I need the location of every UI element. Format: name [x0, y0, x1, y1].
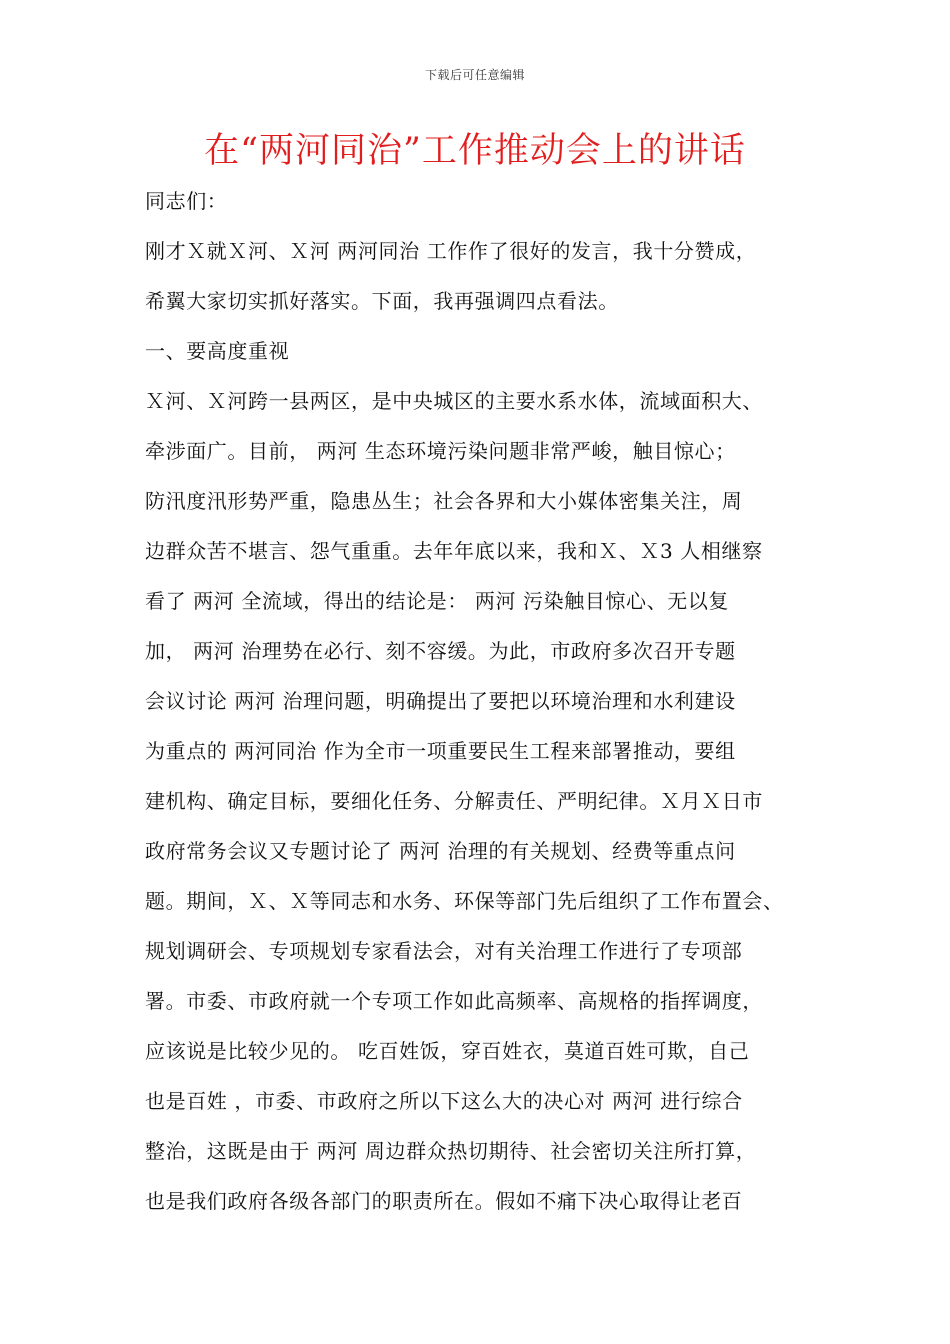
paragraph-line: 建机构、确定目标，要细化任务、分解责任、严明纪律。Ｘ月Ｘ日市: [145, 789, 763, 813]
paragraph-line: 边群众苦不堪言、怨气重重。去年年底以来，我和Ｘ、Ｘ3 人相继察: [145, 539, 763, 563]
paragraph-line: 应该说是比较少见的。 吃百姓饭，穿百姓衣，莫道百姓可欺，自己: [145, 1039, 750, 1063]
paragraph-line: 政府常务会议又专题讨论了 两河 治理的有关规划、经费等重点问: [145, 839, 736, 863]
paragraph-line: 会议讨论 两河 治理问题，明确提出了要把以环境治理和水利建设: [145, 689, 736, 713]
paragraph-line: 也是百姓 ，市委、市政府之所以下这么大的决心对 两河 进行综合: [145, 1089, 743, 1113]
paragraph-line: 也是我们政府各级各部门的职责所在。假如不痛下决心取得让老百: [145, 1189, 743, 1213]
paragraph-line: 刚才Ｘ就Ｘ河、Ｘ河 两河同治 工作作了很好的发言，我十分赞成，: [145, 239, 757, 263]
paragraph-line: 防汛度汛形势严重，隐患丛生；社会各界和大小媒体密集关注，周: [145, 489, 743, 513]
paragraph-line: 希翼大家切实抓好落实。下面，我再强调四点看法。: [145, 289, 619, 313]
paragraph-line: 题。期间，Ｘ、Ｘ等同志和水务、环保等部门先后组织了工作布置会、: [145, 889, 784, 913]
paragraph-line: 整治，这既是由于 两河 周边群众热切期待、社会密切关注所打算，: [145, 1139, 757, 1163]
header-note: 下载后可任意编辑: [424, 68, 525, 82]
section-heading: 一、要高度重视: [145, 339, 290, 363]
paragraph-line: 规划调研会、专项规划专家看法会，对有关治理工作进行了专项部: [145, 939, 743, 963]
paragraph-line: 加， 两河 治理势在必行、刻不容缓。为此，市政府多次召开专题: [145, 639, 736, 663]
salutation-line: 同志们：: [145, 189, 228, 213]
paragraph-line: 牵涉面广。目前， 两河 生态环境污染问题非常严峻，触目惊心；: [145, 439, 736, 463]
document-title: 在“两河同治”工作推动会上的讲话: [204, 131, 746, 171]
paragraph-line: 署。市委、市政府就一个专项工作如此高频率、高规格的指挥调度，: [145, 989, 763, 1013]
paragraph-line: 看了 两河 全流域，得出的结论是： 两河 污染触目惊心、无以复: [145, 589, 730, 613]
paragraph-line: 为重点的 两河同治 作为全市一项重要民生工程来部署推动，要组: [145, 739, 736, 763]
paragraph-line: Ｘ河、Ｘ河跨一县两区，是中央城区的主要水系水体，流域面积大、: [145, 389, 763, 413]
body-text: [145, 176, 835, 1226]
